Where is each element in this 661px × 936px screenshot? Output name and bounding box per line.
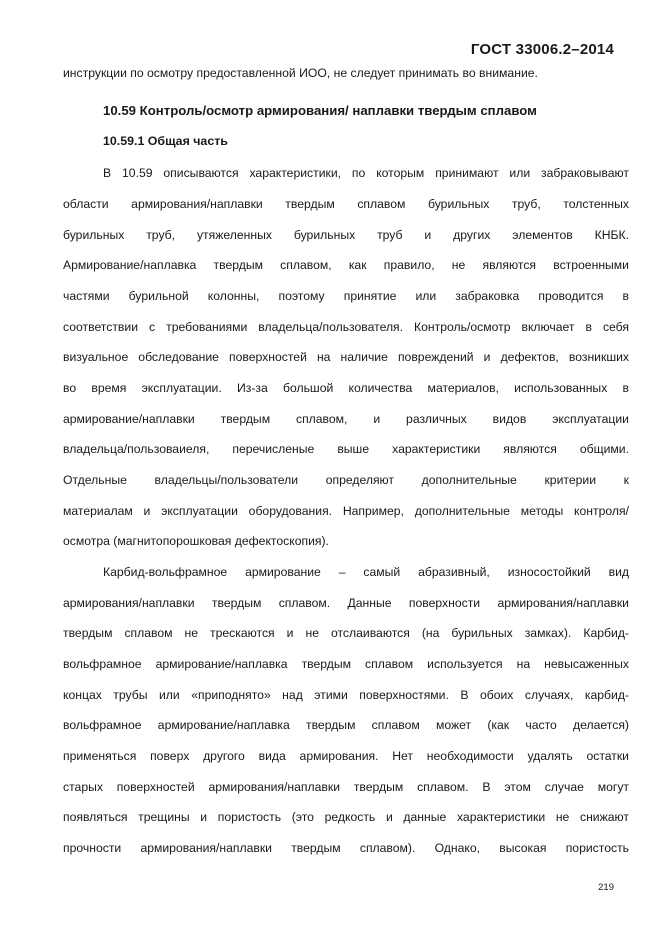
document-code-header: ГОСТ 33006.2–2014 [470, 41, 614, 58]
paragraph-2-line: Карбид-вольфрамное армирование – самый абразивный, износостойкий вид [103, 565, 629, 579]
paragraph-1-line: армирование/наплавки твердым сплавом, и различных видов эксплуатации [63, 412, 629, 426]
paragraph-1-line: материалам и эксплуатации оборудования. Например, дополнительные методы контроля/ [63, 504, 629, 518]
paragraph-1-line: области армирования/наплавки твердым сплавом бурильных труб, толстенных [63, 197, 629, 211]
page-number: 219 [598, 882, 614, 893]
paragraph-1-line: В 10.59 описываются характеристики, по которым принимают или забраковывают [103, 166, 629, 180]
paragraph-2-line: твердым сплавом не трескаются и не отслаиваются (на бурильных замках). Карбид- [63, 626, 629, 640]
paragraph-2-line: концах трубы или «приподнято» над этими поверхностями. В обоих случаях, карбид- [63, 688, 629, 702]
paragraph-1-line: осмотра (магнитопорошковая дефектоскопия). [63, 534, 329, 548]
paragraph-1-line: во время эксплуатации. Из-за большой количества материалов, использованных в [63, 381, 629, 395]
paragraph-1-line: Отдельные владельцы/пользователи определяют дополнительные критерии к [63, 473, 629, 487]
paragraph-1-line: Армирование/наплавка твердым сплавом, как правило, не являются встроенными [63, 258, 629, 272]
paragraph-1-line: частями бурильной колонны, поэтому принятие или забраковка проводится в [63, 289, 629, 303]
paragraph-2-line: прочности армирования/наплавки твердым сплавом). Однако, высокая пористость [63, 841, 629, 855]
paragraph-2-line: вольфрамное армирование/наплавка твердым сплавом может (как часто делается) [63, 718, 629, 732]
paragraph-1-line: соответствии с требованиями владельца/пользователя. Контроль/осмотр включает в себя [63, 320, 629, 334]
paragraph-1-line: бурильных труб, утяжеленных бурильных труб и других элементов КНБК. [63, 228, 629, 242]
paragraph-2-line: вольфрамное армирование/наплавка твердым сплавом используется на невысаженных [63, 657, 629, 671]
paragraph-1-line: визуальное обследование поверхностей на наличие повреждений и дефектов, возникших [63, 350, 629, 364]
subsection-title: 10.59.1 Общая часть [103, 134, 228, 148]
paragraph-2-line: армирования/наплавки твердым сплавом. Данные поверхности армирования/наплавки [63, 596, 629, 610]
paragraph-2-line: применяться поверх другого вида армирования. Нет необходимости удалять остатки [63, 749, 629, 763]
paragraph-1-line: владельца/пользоваиеля, перечисленые выше характеристики являются общими. [63, 442, 629, 456]
section-title: 10.59 Контроль/осмотр армирования/ наплавки твердым сплавом [103, 103, 537, 118]
paragraph-2-line: появляться трещины и пористость (это редкость и данные характеристики не снижают [63, 810, 629, 824]
paragraph-2-line: старых поверхностей армирования/наплавки твердым сплавом. В этом случае могут [63, 780, 629, 794]
continuation-line: инструкции по осмотру предоставленной ИОО, не следует принимать во внимание. [63, 66, 538, 80]
